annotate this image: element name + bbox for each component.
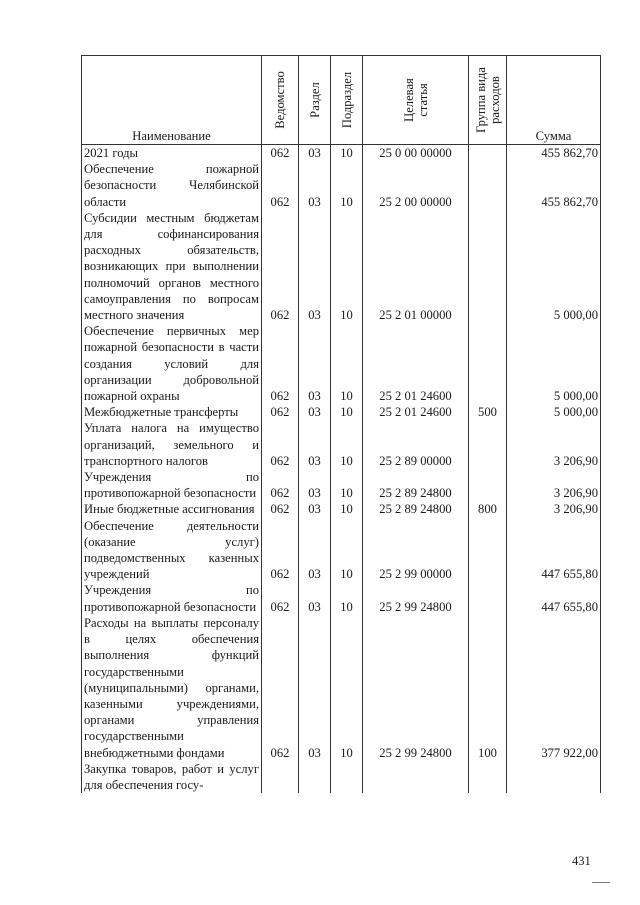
cell-group (469, 469, 507, 501)
cell-dept: 062 (262, 420, 299, 469)
table-row (82, 145, 601, 162)
header-name: Наименование (82, 56, 262, 145)
header-group: Группа вида расходов (469, 56, 507, 145)
table-row (82, 404, 601, 420)
cell-sum: 5 000,00 (507, 323, 601, 404)
cell-name: Закупка товаров, работ и услуг для обеспечения госу- (82, 761, 262, 793)
cell-group: 100 (469, 615, 507, 761)
cell-sum (507, 761, 601, 793)
table-body (82, 145, 601, 794)
cell-sum: 3 206,90 (507, 501, 601, 517)
cell-name: Межбюджетные трансферты (82, 404, 262, 420)
cell-sum: 447 655,80 (507, 518, 601, 583)
cell-section: 03 (299, 615, 331, 761)
budget-table (81, 55, 601, 793)
cell-sum: 377 922,00 (507, 615, 601, 761)
table-row (82, 469, 601, 501)
cell-name: Учреждения по противопожарной безопасности (82, 582, 262, 614)
table-row (82, 161, 601, 210)
cell-group (469, 420, 507, 469)
cell-target: 25 2 99 00000 (363, 518, 469, 583)
cell-subsection: 10 (331, 501, 363, 517)
cell-section: 03 (299, 404, 331, 420)
cell-dept: 062 (262, 145, 299, 162)
cell-group (469, 161, 507, 210)
cell-group (469, 145, 507, 162)
cell-target: 25 2 89 24800 (363, 501, 469, 517)
cell-name: 2021 годы (82, 145, 262, 162)
cell-dept: 062 (262, 469, 299, 501)
cell-name: Иные бюджетные ассигнования (82, 501, 262, 517)
table-row (82, 420, 601, 469)
cell-sum: 447 655,80 (507, 582, 601, 614)
cell-name: Обеспечение пожарной безопасности Челябинской области (82, 161, 262, 210)
cell-dept: 062 (262, 404, 299, 420)
cell-subsection: 10 (331, 210, 363, 323)
cell-dept: 062 (262, 615, 299, 761)
cell-subsection: 10 (331, 323, 363, 404)
cell-group: 500 (469, 404, 507, 420)
cell-group (469, 518, 507, 583)
cell-section: 03 (299, 145, 331, 162)
cell-name: Обеспечение деятельности (оказание услуг) подведомственных казенных учреждений (82, 518, 262, 583)
table-row (82, 323, 601, 404)
header-target: Целевая статья (363, 56, 469, 145)
cell-target: 25 0 00 00000 (363, 145, 469, 162)
cell-group (469, 323, 507, 404)
cell-dept: 062 (262, 323, 299, 404)
header-sum: Сумма (507, 56, 601, 145)
cell-target: 25 2 01 24600 (363, 323, 469, 404)
cell-target: 25 2 00 00000 (363, 161, 469, 210)
cell-dept: 062 (262, 161, 299, 210)
cell-section: 03 (299, 469, 331, 501)
cell-name: Обеспечение первичных мер пожарной безопасности в части создания условий для организации добровольной пожарной охраны (82, 323, 262, 404)
cell-group (469, 210, 507, 323)
cell-sum: 455 862,70 (507, 145, 601, 162)
cell-section: 03 (299, 582, 331, 614)
table-row (82, 518, 601, 583)
cell-subsection: 10 (331, 161, 363, 210)
cell-name: Уплата налога на имущество организаций, земельного и транспортного налогов (82, 420, 262, 469)
cell-sum: 3 206,90 (507, 420, 601, 469)
cell-dept: 062 (262, 518, 299, 583)
cell-section: 03 (299, 501, 331, 517)
cell-target (363, 761, 469, 793)
cell-name: Субсидии местным бюджетам для софинансирования расходных обязательств, возникающих при выполнении полномочий органов местного самоуправления по вопросам местного значения (82, 210, 262, 323)
cell-name: Расходы на выплаты персоналу в целях обеспечения выполнения функций государственными (муниципальными) органами, казенными учреждениями, органами управления государственными внебюджетными фондами (82, 615, 262, 761)
footer-mark (592, 882, 610, 883)
cell-name: Учреждения по противопожарной безопасности (82, 469, 262, 501)
cell-sum: 5 000,00 (507, 404, 601, 420)
cell-target: 25 2 89 00000 (363, 420, 469, 469)
cell-subsection: 10 (331, 615, 363, 761)
table-header-row (82, 56, 601, 145)
cell-subsection: 10 (331, 518, 363, 583)
header-dept: Ведомство (262, 56, 299, 145)
cell-section: 03 (299, 161, 331, 210)
header-section: Раздел (299, 56, 331, 145)
table-row (82, 615, 601, 761)
cell-sum: 5 000,00 (507, 210, 601, 323)
cell-dept: 062 (262, 582, 299, 614)
cell-subsection: 10 (331, 582, 363, 614)
cell-sum: 3 206,90 (507, 469, 601, 501)
table-row (82, 582, 601, 614)
cell-subsection: 10 (331, 420, 363, 469)
cell-target: 25 2 01 24600 (363, 404, 469, 420)
cell-dept: 062 (262, 210, 299, 323)
cell-subsection: 10 (331, 469, 363, 501)
cell-section: 03 (299, 210, 331, 323)
cell-group (469, 582, 507, 614)
header-subsection: Подраздел (331, 56, 363, 145)
table-row (82, 501, 601, 517)
cell-section: 03 (299, 518, 331, 583)
cell-target: 25 2 01 00000 (363, 210, 469, 323)
cell-group (469, 761, 507, 793)
cell-target: 25 2 99 24800 (363, 615, 469, 761)
cell-target: 25 2 89 24800 (363, 469, 469, 501)
cell-group: 800 (469, 501, 507, 517)
cell-dept (262, 761, 299, 793)
page-number: 431 (572, 854, 591, 868)
cell-section (299, 761, 331, 793)
cell-target: 25 2 99 24800 (363, 582, 469, 614)
cell-sum: 455 862,70 (507, 161, 601, 210)
cell-section: 03 (299, 323, 331, 404)
cell-subsection: 10 (331, 404, 363, 420)
cell-subsection: 10 (331, 145, 363, 162)
cell-section: 03 (299, 420, 331, 469)
cell-subsection (331, 761, 363, 793)
table-row (82, 761, 601, 793)
cell-dept: 062 (262, 501, 299, 517)
table-row (82, 210, 601, 323)
